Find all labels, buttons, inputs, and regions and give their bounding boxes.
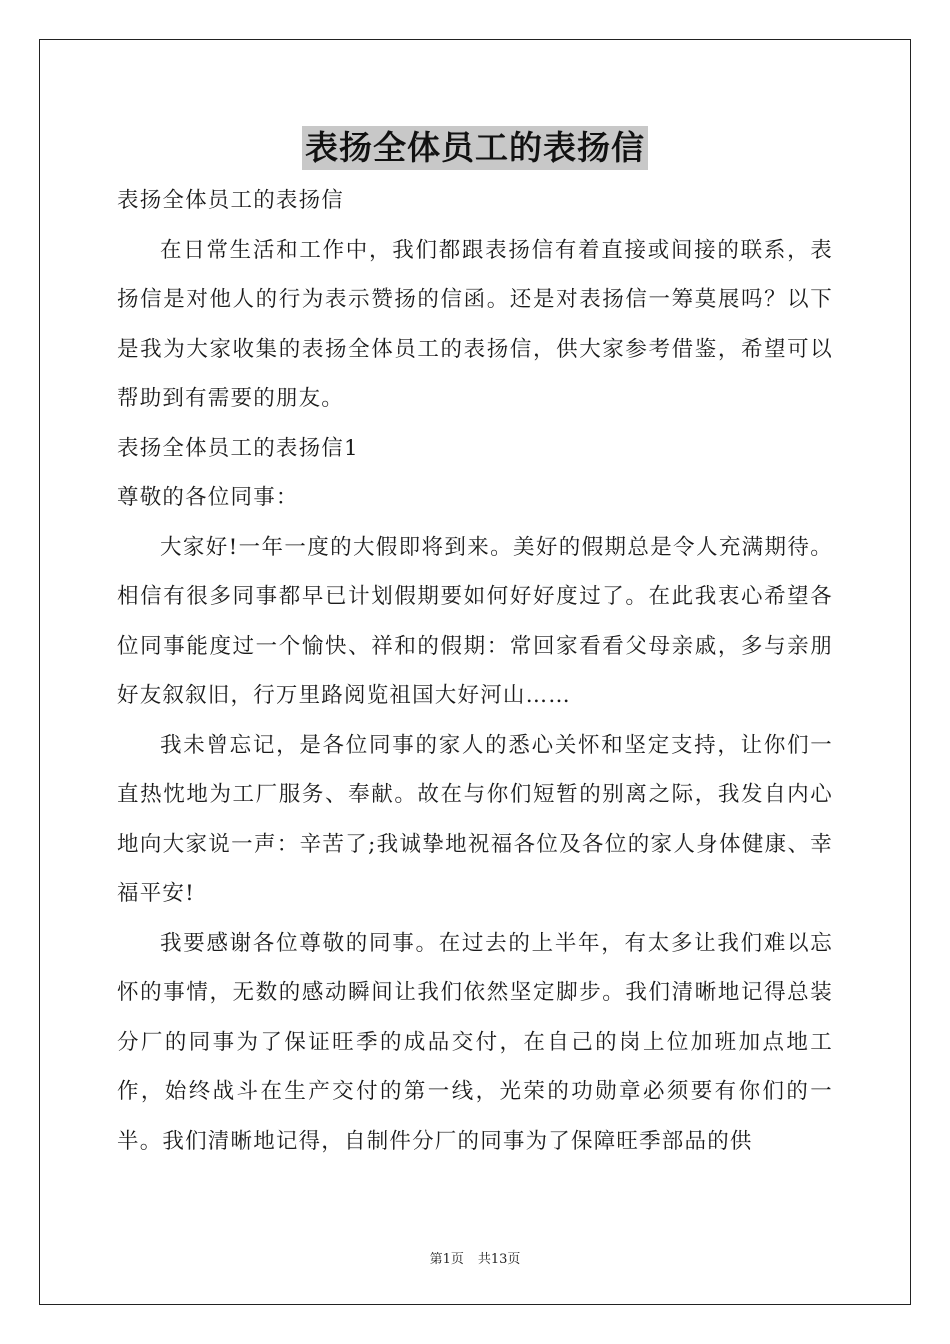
document-title: 表扬全体员工的表扬信	[302, 126, 648, 170]
title-container	[0, 126, 950, 170]
paragraph-body: 我要感谢各位尊敬的同事。在过去的上半年，有太多让我们难以忘怀的事情，无数的感动瞬间让我们依然坚定脚步。我们清晰地记得总装分厂的同事为了保证旺季的成品交付，在自己的岗上位加班加点地工作，始终战斗在生产交付的第一线，光荣的功勋章必须要有你们的一半。我们清晰地记得，自制件分厂的同事为了保障旺季部品的供	[117, 930, 833, 1154]
paragraph-body: 大家好!一年一度的大假即将到来。美好的假期总是令人充满期待。相信有很多同事都早已计划假期要如何好好度过了。在此我衷心希望各位同事能度过一个愉快、祥和的假期：常回家看看父母亲戚，多与亲朋好友叙叙旧，行万里路阅览祖国大好河山……	[117, 534, 833, 708]
paragraph-body: 我未曾忘记，是各位同事的家人的悉心关怀和坚定支持，让你们一直热忱地为工厂服务、奉献。故在与你们短暂的别离之际，我发自内心地向大家说一声：辛苦了;我诚挚地祝福各位及各位的家人身体健康、幸福平安!	[117, 732, 833, 906]
page-footer	[0, 1248, 950, 1267]
document-body	[117, 176, 833, 1166]
page-total: 共13页	[477, 1252, 521, 1267]
page-number: 第1页	[429, 1252, 464, 1267]
paragraph-salutation: 尊敬的各位同事：	[117, 485, 299, 510]
paragraph-section-heading: 表扬全体员工的表扬信1	[117, 435, 359, 461]
paragraph-intro: 在日常生活和工作中，我们都跟表扬信有着直接或间接的联系，表扬信是对他人的行为表示赞扬的信函。还是对表扬信一筹莫展吗？以下是我为大家收集的表扬全体员工的表扬信，供大家参考借鉴，希望可以帮助到有需要的朋友。	[117, 237, 833, 411]
paragraph-subtitle: 表扬全体员工的表扬信	[117, 188, 345, 213]
